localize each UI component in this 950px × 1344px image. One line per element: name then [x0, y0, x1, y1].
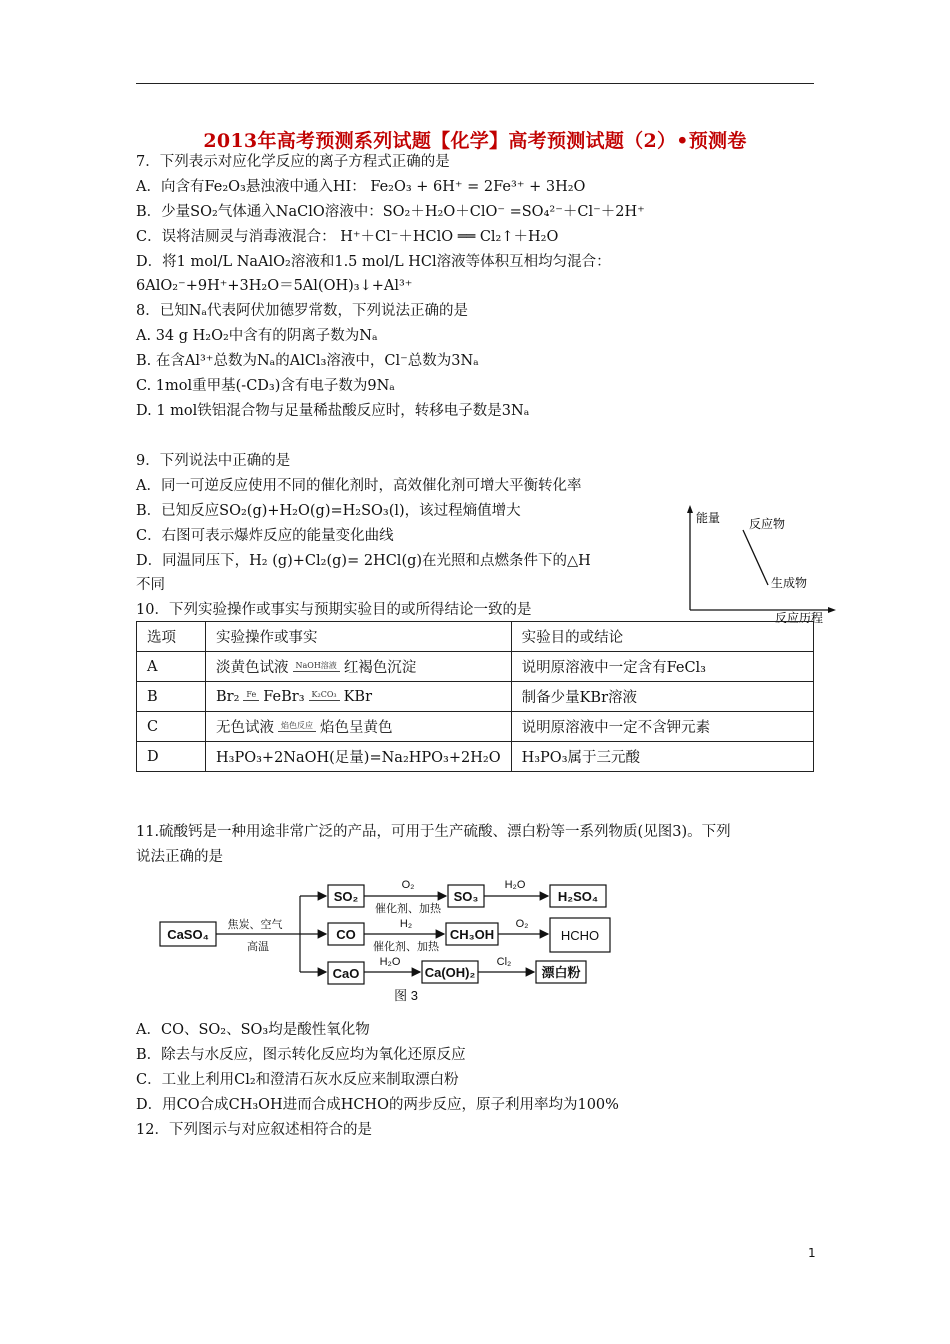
o2-label-b: O₂ [515, 918, 529, 930]
caso4-flow-chart [150, 868, 710, 1008]
q10-table [136, 621, 814, 772]
q8-option-b: B. 在含Al³⁺总数为Nₐ的AlCl₃溶液中，Cl⁻总数为3Nₐ [136, 353, 479, 369]
operation-start: 无色试液 [216, 720, 274, 736]
operation-cell [206, 652, 512, 682]
q9-option-b: B．已知反应SO₂(g)+H₂O(g)=H₂SO₃(l)，该过程熵值增大 [136, 503, 521, 519]
option-cell: A [137, 652, 206, 682]
reaction-arrow-label: K₂CO₃ [309, 690, 340, 701]
table-row [137, 652, 814, 682]
q12-stem: 12．下列图示与对应叙述相符合的是 [136, 1122, 372, 1138]
header-rule [136, 83, 814, 84]
h2-label: H₂ [399, 918, 413, 930]
q8-option-d: D. 1 mol铁铝混合物与足量稀盐酸反应时，转移电子数是3Nₐ [136, 403, 530, 419]
operation-start: Br₂ [216, 688, 240, 705]
q8-option-a: A. 34 g H₂O₂中含有的阴离子数为Nₐ [136, 328, 378, 344]
operation-start: 淡黄色试液 [216, 660, 289, 676]
energy-y-arrow [687, 505, 693, 513]
q9-stem: 9．下列说法中正确的是 [136, 453, 291, 469]
q7-option-a: A．向含有Fe₂O₃悬浊液中通入HI： Fe₂O₃ + 6H⁺ = 2Fe³⁺ + 3H₂O [136, 179, 586, 195]
q9-option-d: D．同温同压下，H₂ (g)+Cl₂(g)= 2HCl(g)在光照和点燃条件下的△H [136, 553, 591, 569]
o2-label-a: O₂ [401, 879, 415, 891]
hcho-label: HCHO [560, 928, 600, 943]
result-cell: 说明原溶液中一定含有FeCl₃ [511, 652, 813, 682]
result-cell: 制备少量KBr溶液 [511, 682, 813, 712]
table-header-row [137, 622, 814, 652]
q11-option-a: A．CO、SO₂、SO₃均是酸性氧化物 [136, 1022, 370, 1038]
energy-curve [743, 530, 768, 585]
q9-option-c: C．右图可表示爆炸反应的能量变化曲线 [136, 528, 394, 544]
operation-mid: FeBr₃ [263, 688, 305, 705]
cond-bottom: 高温 [247, 941, 269, 953]
operation-end: KBr [343, 688, 373, 705]
q11-stem: 11.硫酸钙是一种用途非常广泛的产品，可用于生产硫酸、漂白粉等一系列物质(见图3)。下列 [136, 824, 731, 840]
q7-option-d: D．将1 mol/L NaAlO₂溶液和1.5 mol/L HCl溶液等体积互相均匀混合： [136, 254, 611, 270]
reaction-arrow-label: Fe [243, 690, 259, 701]
caso4-label: CaSO₄ [167, 927, 209, 942]
co-label: CO [336, 927, 356, 942]
q8-option-c: C. 1mol重甲基(-CD₃)含有电子数为9Nₐ [136, 378, 395, 394]
cl2-label: Cl₂ [496, 956, 512, 968]
caoh2-label: Ca(OH)₂ [424, 965, 476, 980]
q8-stem: 8．已知Nₐ代表阿伏加德罗常数，下列说法正确的是 [136, 303, 469, 319]
reaction-arrow-label: 焰色反应 [278, 721, 316, 732]
option-cell: D [137, 742, 206, 772]
cat-label-b: 催化剂、加热 [373, 941, 439, 953]
cond-top: 焦炭、空气 [227, 919, 283, 931]
page-title: 2013年高考预测系列试题【化学】高考预测试题（2）•预测卷 [203, 130, 747, 152]
result-cell: 说明原溶液中一定不含钾元素 [511, 712, 813, 742]
table-header-cell: 实验目的或结论 [511, 622, 813, 652]
cat-label-a: 催化剂、加热 [375, 903, 441, 915]
q10-stem: 10．下列实验操作或事实与预期实验目的或所得结论一致的是 [136, 602, 532, 618]
q11-stem-cont: 说法正确的是 [136, 849, 223, 865]
energy-x-arrow [828, 607, 836, 613]
q11-option-b: B．除去与水反应，图示转化反应均为氧化还原反应 [136, 1047, 466, 1063]
operation-end: 红褐色沉淀 [343, 660, 417, 676]
energy-y-label: 能量 [696, 511, 721, 525]
cao-label: CaO [332, 966, 360, 981]
bleach-label: 漂白粉 [541, 965, 581, 980]
operation-cell [206, 712, 512, 742]
h2o-label-a: H₂O [504, 879, 526, 891]
figure-caption: 图 3 [394, 988, 418, 1003]
q7-stem: 7．下列表示对应化学反应的离子方程式正确的是 [136, 154, 450, 170]
ch3oh-label: CH₃OH [449, 927, 495, 942]
q9-option-a: A．同一可逆反应使用不同的催化剂时，高效催化剂可增大平衡转化率 [136, 478, 582, 494]
h2so4-label: H₂SO₄ [557, 889, 599, 904]
result-cell: H₃PO₃属于三元酸 [511, 742, 813, 772]
table-header-cell: 实验操作或事实 [206, 622, 512, 652]
operation-cell [206, 682, 512, 712]
page-number: 1 [808, 1246, 816, 1260]
reaction-arrow-label: NaOH溶液 [293, 661, 340, 672]
q7-option-c: C．误将洁厕灵与消毒液混合： H⁺＋Cl⁻＋HClO ══ Cl₂↑＋H₂O [136, 229, 559, 245]
q9-option-d-cont: 不同 [136, 577, 165, 593]
table-row [137, 682, 814, 712]
q7-option-b: B．少量SO₂气体通入NaClO溶液中：SO₂＋H₂O＋ClO⁻ =SO₄²⁻＋Cl⁻＋2H⁺ [136, 204, 645, 220]
operation-end: 焰色呈黄色 [320, 720, 393, 736]
option-cell: C [137, 712, 206, 742]
table-row [137, 742, 814, 772]
h2o-label-b: H₂O [379, 956, 401, 968]
so2-label: SO₂ [333, 889, 359, 904]
table-header-cell: 选项 [137, 622, 206, 652]
q11-option-c: C．工业上利用Cl₂和澄清石灰水反应来制取漂白粉 [136, 1072, 459, 1088]
so3-label: SO₃ [453, 889, 479, 904]
energy-product-label: 生成物 [771, 576, 808, 590]
q7-option-d-equation: 6AlO₂⁻+9H⁺+3H₂O＝5Al(OH)₃↓+Al³⁺ [136, 278, 413, 294]
energy-x-label: 反应历程 [775, 611, 824, 623]
table-row [137, 712, 814, 742]
operation-cell: H₃PO₃+2NaOH(足量)=Na₂HPO₃+2H₂O [206, 742, 512, 772]
energy-diagram [683, 505, 838, 623]
q11-option-d: D．用CO合成CH₃OH进而合成HCHO的两步反应，原子利用率均为100% [136, 1097, 619, 1113]
option-cell: B [137, 682, 206, 712]
energy-reactant-label: 反应物 [749, 517, 786, 531]
